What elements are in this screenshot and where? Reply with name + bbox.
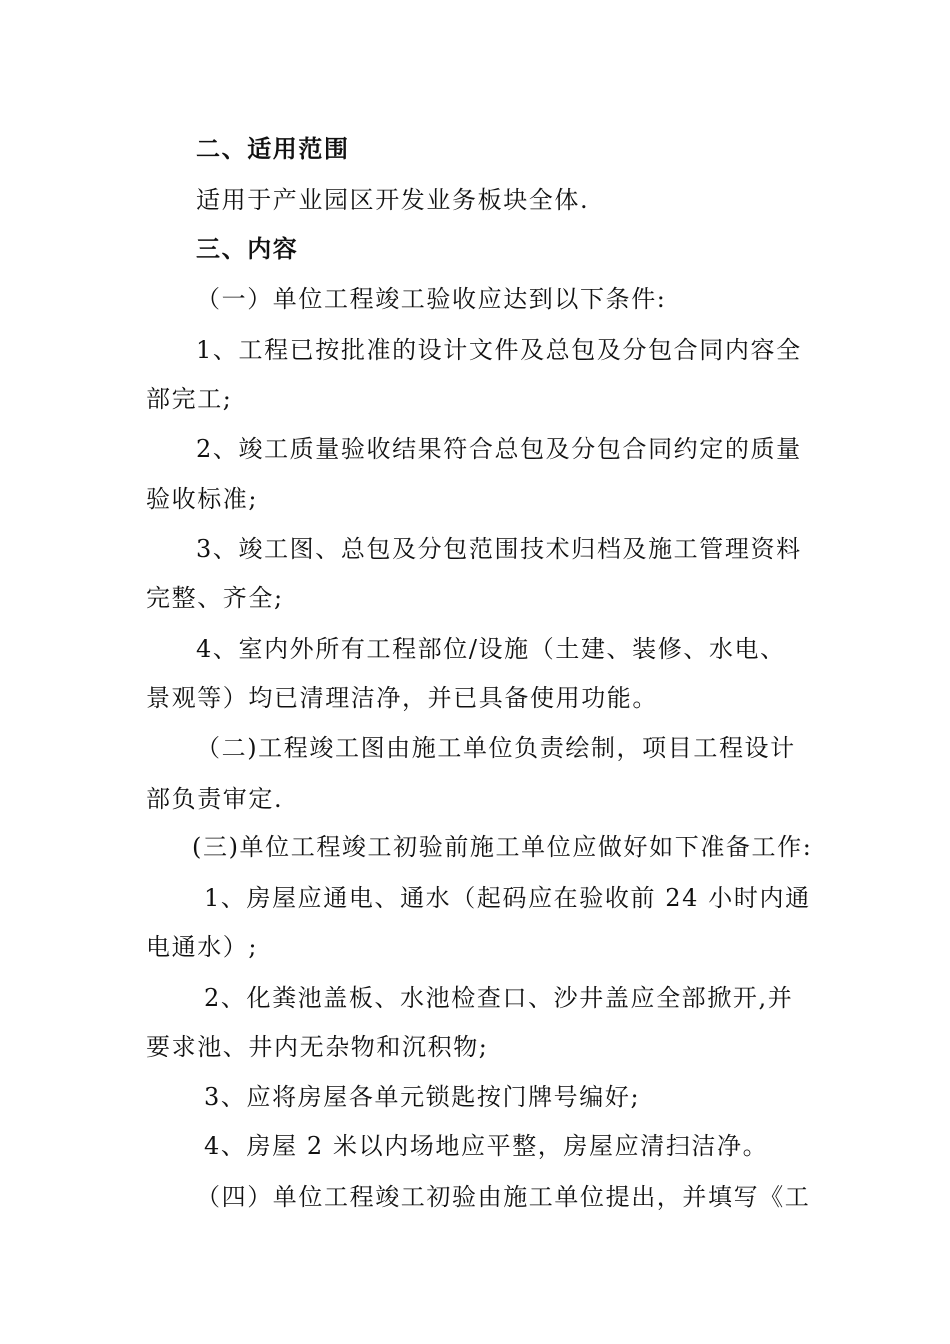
part-3-item-2-line-1: 2、化粪池盖板、水池检查口、沙井盖应全部掀开,并: [204, 984, 794, 1012]
section-3-heading: 三、内容: [196, 234, 299, 263]
part-1-item-2-line-2: 验收标准;: [146, 485, 259, 513]
part-3-item-3: 3、应将房屋各单元锁匙按门牌号编好;: [204, 1083, 641, 1111]
part-1-item-3-line-2: 完整、齐全;: [146, 584, 284, 612]
part-2-line-2: 部负责审定.: [146, 785, 284, 813]
part-4-line-1: （四）单位工程竣工初验由施工单位提出，并填写《工: [196, 1183, 811, 1211]
part-3-item-1-line-1: 1、房屋应通电、通水（起码应在验收前 24 小时内通: [204, 884, 811, 912]
part-3-title: (三)单位工程竣工初验前施工单位应做好如下准备工作:: [192, 833, 813, 861]
section-2-heading: 二、适用范围: [196, 134, 350, 163]
part-3-item-4: 4、房屋 2 米以内场地应平整，房屋应清扫洁净。: [204, 1132, 769, 1160]
part-1-item-1-line-2: 部完工;: [146, 385, 233, 413]
part-1-item-3-line-1: 3、竣工图、总包及分包范围技术归档及施工管理资料: [196, 535, 802, 563]
part-2-line-1: （二)工程竣工图由施工单位负责绘制，项目工程设计: [196, 734, 796, 762]
part-1-item-2-line-1: 2、竣工质量验收结果符合总包及分包合同约定的质量: [196, 435, 802, 463]
part-1-title: （一）单位工程竣工验收应达到以下条件:: [196, 285, 667, 313]
section-2-body: 适用于产业园区开发业务板块全体.: [196, 186, 590, 214]
part-1-item-1-line-1: 1、工程已按批准的设计文件及总包及分包合同内容全: [196, 336, 802, 364]
part-1-item-4-line-1: 4、室内外所有工程部位/设施（土建、装修、水电、: [196, 635, 786, 663]
part-3-item-2-line-2: 要求池、井内无杂物和沉积物;: [146, 1033, 489, 1061]
part-1-item-4-line-2: 景观等）均已清理洁净，并已具备使用功能。: [146, 684, 658, 712]
part-3-item-1-line-2: 电通水）;: [146, 933, 259, 961]
